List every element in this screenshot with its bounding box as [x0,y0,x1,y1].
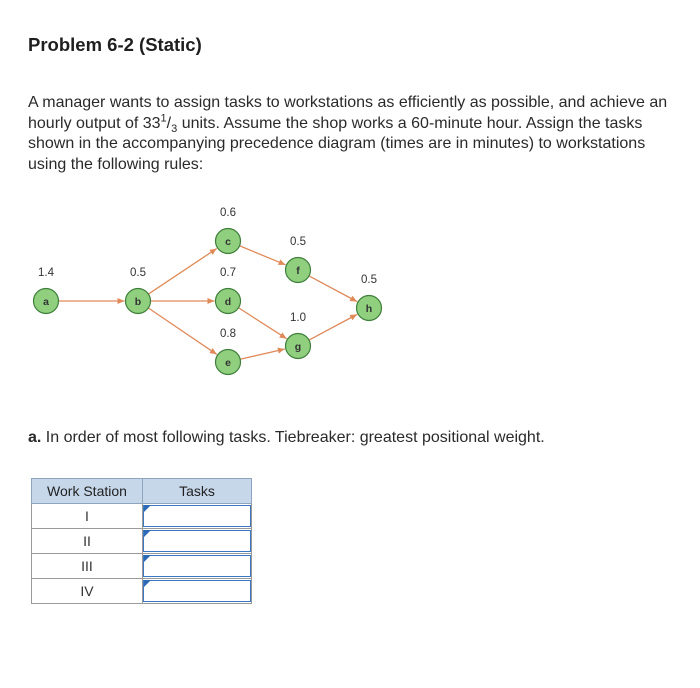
station-label: IV [32,579,143,604]
problem-title: Problem 6-2 (Static) [28,34,202,55]
input-box[interactable] [143,555,251,577]
edge-f-h [309,276,357,302]
tasks-input-III[interactable] [143,554,252,579]
diagram-nodes [34,207,382,375]
intro-text-2: units. Assume the shop works a 60-minute hour. Assign the tasks shown in the accompanying precedence diagram (times are in minutes) to workstations using the following rules: [28,114,646,173]
input-flag-icon [144,580,151,587]
fraction-slash: / [166,114,172,132]
edge-b-e [148,308,216,354]
table-row [32,504,252,529]
table-row [32,529,252,554]
node-time-b: 0.5 [130,267,146,279]
node-time-h: 0.5 [361,274,377,286]
node-label-b: b [134,296,142,308]
input-box[interactable] [143,580,251,602]
node-time-a: 1.4 [38,267,54,279]
node-label-g: g [294,341,302,353]
node-label-h: h [365,303,373,315]
workstation-table [31,478,252,604]
question-label: a. [28,429,42,446]
table-row [32,554,252,579]
fraction-denominator: 3 [171,122,178,135]
tasks-input-IV[interactable] [143,579,252,604]
node-label-f: f [296,265,300,277]
node-time-d: 0.7 [220,267,236,279]
node-time-f: 0.5 [290,236,306,248]
node-time-g: 1.0 [290,312,306,324]
diagram-edges [59,246,358,359]
station-label: I [32,504,143,529]
edge-b-c [148,248,216,294]
input-flag-icon [144,505,151,512]
precedence-diagram [0,200,700,385]
node-label-e: e [225,357,231,369]
edge-d-g [239,308,287,339]
question-text: In order of most following tasks. Tiebreaker: greatest positional weight. [41,429,545,446]
tasks-input-II[interactable] [143,529,252,554]
input-box[interactable] [143,530,251,552]
node-label-c: c [225,236,231,248]
input-flag-icon [144,555,151,562]
fraction-numerator: 1 [160,112,167,125]
edge-e-g [240,349,285,359]
node-label-d: d [224,296,232,308]
intro-text-1: A manager wants to assign tasks to workstations as efficiently as possible, and achieve an hourly output of 33 [28,94,668,132]
node-time-e: 0.8 [220,328,236,340]
station-label: II [32,529,143,554]
header-work-station: Work Station [32,479,143,504]
edge-g-h [309,314,357,340]
edge-c-f [240,246,286,265]
input-box[interactable] [143,505,251,527]
node-label-a: a [43,296,49,308]
table-row [32,579,252,604]
input-flag-icon [144,530,151,537]
problem-intro [28,93,678,175]
node-time-c: 0.6 [220,207,236,219]
header-tasks: Tasks [143,479,252,504]
question-a [28,429,545,447]
station-label: III [32,554,143,579]
tasks-input-I[interactable] [143,504,252,529]
table-header-row [32,479,252,504]
